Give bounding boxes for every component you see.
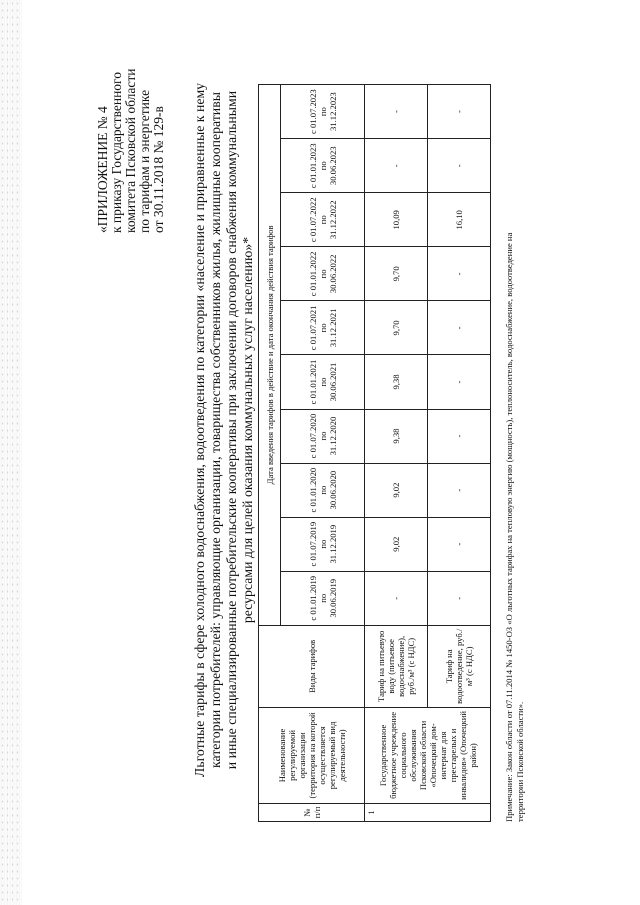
tariff-value: - [428,409,491,463]
approval-line: по тарифам и энергетике [137,89,152,233]
document-title [192,65,256,795]
tariff-type: Тариф на питьевую воду (питьевое водоснабжение), руб./м³ (с НДС) [365,625,428,707]
footnote [504,82,526,822]
tariff-value: 9,02 [365,517,428,571]
period-header: с 01.01.2020 по 30.06.2020 [281,463,365,517]
row-num: 1 [365,803,491,821]
tariff-type: Тариф на водоотведение, руб./м³ (с НДС) [428,625,491,707]
period-header: с 01.07.2021 по 31.12.2021 [281,301,365,355]
period-header: с 01.07.2022 по 31.12.2022 [281,193,365,247]
tariff-value: 9,70 [365,301,428,355]
tariff-value: 16,10 [428,193,491,247]
tariff-value: - [428,517,491,571]
tariff-value: - [428,571,491,625]
tariff-value: 9,70 [365,247,428,301]
tariff-table [258,84,491,822]
title-line: Льготные тарифы в сфере холодного водоснабжения, водоотведения по категории «население и приравненные к нему [192,82,207,778]
approval-line: от 30.11.2018 № 129-в [151,106,166,233]
period-header: с 01.01.2022 по 30.06.2022 [281,247,365,301]
tariff-value: - [428,139,491,193]
header-tariff-type: Виды тарифов [259,625,365,707]
footnote-line: Примечание: Закон области от 07.11.2014 № 1450-ОЗ «О льготных тарифах на тепловую энергию (мощность), теплоноситель, водоснабжение, водоотведение на [504,232,514,822]
period-header: с 01.01.2019 по 30.06.2019 [281,571,365,625]
tariff-value: 9,38 [365,409,428,463]
footnote-line: территории Псковской области». [515,701,525,822]
period-header: с 01.07.2019 по 31.12.2019 [281,517,365,571]
tariff-value: - [365,139,428,193]
title-line: и иные специализированные потребительские кооперативы при заключении договоров снабжения коммунальными [224,90,239,770]
tariff-value: 10,09 [365,193,428,247]
period-header: с 01.01.2021 по 30.06.2021 [281,355,365,409]
tariff-value: - [365,85,428,139]
table-row [365,85,428,822]
approval-line: «ПРИЛОЖЕНИЕ № 4 [95,106,110,233]
title-line: ресурсами для целей оказания коммунальных услуг населению»* [240,236,255,624]
tariff-value: - [428,355,491,409]
header-num: № п/п [259,803,365,821]
header-org: Наименование регулируемой организации (территория на которой осуществляется регулируемый вид деятельности) [259,707,365,803]
approval-line: к приказу Государственного [109,71,124,233]
period-header: с 01.01.2023 по 30.06.2023 [281,139,365,193]
approval-stamp [96,33,166,233]
tariff-value: - [428,301,491,355]
tariff-value: 9,38 [365,355,428,409]
header-dates: Дата введения тарифов в действие и дата окончания действия тарифов [259,85,281,626]
tariff-value: - [365,571,428,625]
tariff-value: - [428,463,491,517]
period-header: с 01.07.2023 по 31.12.2023 [281,85,365,139]
tariff-value: 9,02 [365,463,428,517]
row-org: Государственное бюджетное учреждение социального обслуживания Псковской области «Опочецкий дом-интернат для престарелых и инвалидов» (Опочецкий район) [365,707,491,803]
period-header: с 01.07.2020 по 31.12.2020 [281,409,365,463]
title-line: категории потребителей: управляющие организации, товарищества собственников жилья, жилищные кооперативы [208,92,223,768]
tariff-value: - [428,247,491,301]
tariff-value: - [428,85,491,139]
approval-line: комитета Псковской области [123,68,138,233]
